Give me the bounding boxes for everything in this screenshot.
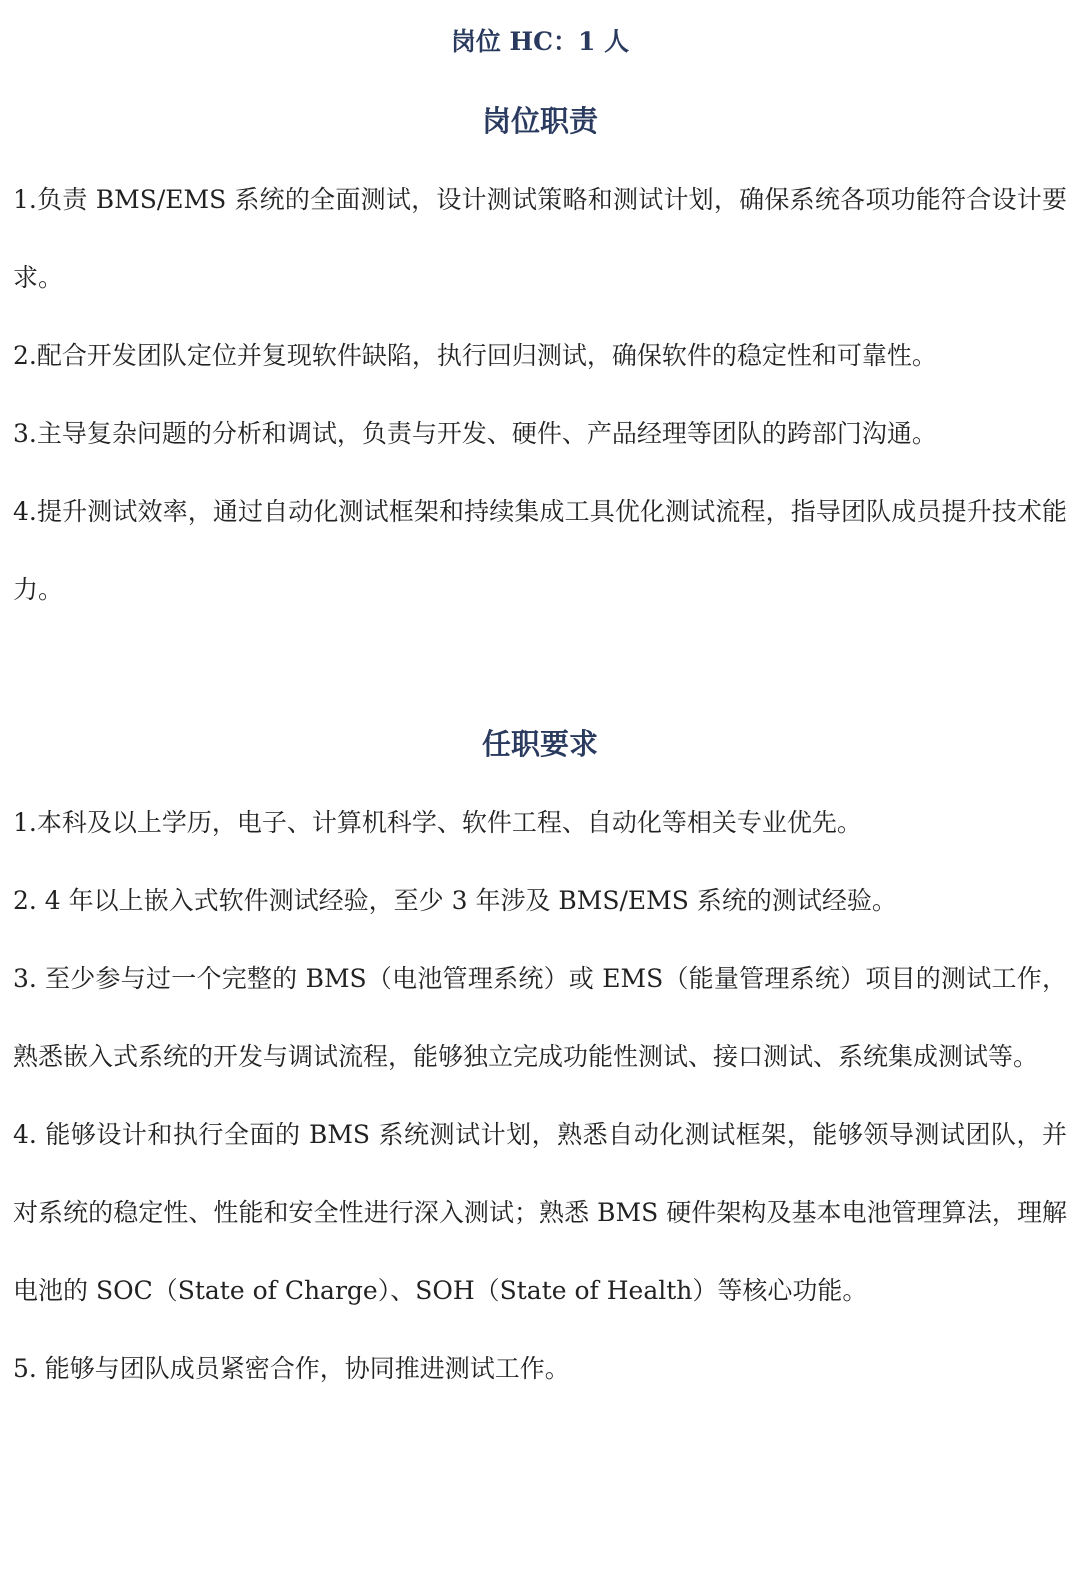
section-title-duties: 岗位职责 [481,104,598,138]
requirement-item-1: 1.本科及以上学历，电子、计算机科学、软件工程、自动化等相关专业优先。 [13,808,862,837]
requirement-item-4: 4. 能够设计和执行全面的 BMS 系统测试计划，熟悉自动化测试框架，能够领导测试团队，并对系统的稳定性、性能和安全性进行深入测试；熟悉 BMS 硬件架构及基本电池管理算法，理解电池的 SOC（State of Charge）、SOH（State of Health）等核心功能。 [13,1120,1067,1305]
requirement-item-3: 3. 至少参与过一个完整的 BMS（电池管理系统）或 EMS（能量管理系统）项目的测试工作，熟悉嵌入式系统的开发与调试流程，能够独立完成功能性测试、接口测试、系统集成测试等。 [13,964,1067,1071]
section-title-requirements: 任职要求 [481,727,598,761]
duty-item-2: 2.配合开发团队定位并复现软件缺陷，执行回归测试，确保软件的稳定性和可靠性。 [13,341,937,370]
duty-item-3: 3.主导复杂问题的分析和调试，负责与开发、硬件、产品经理等团队的跨部门沟通。 [13,419,937,448]
requirements-list [13,784,1067,1408]
headcount-line: 岗位 HC：1 人 [450,27,630,56]
requirement-item-2: 2. 4 年以上嵌入式软件测试经验，至少 3 年涉及 BMS/EMS 系统的测试经验。 [13,886,897,915]
duty-item-1: 1.负责 BMS/EMS 系统的全面测试，设计测试策略和测试计划，确保系统各项功能符合设计要求。 [13,185,1067,292]
requirement-item-5: 5. 能够与团队成员紧密合作，协同推进测试工作。 [13,1354,570,1383]
duty-item-4: 4.提升测试效率，通过自动化测试框架和持续集成工具优化测试流程，指导团队成员提升技术能力。 [13,497,1067,604]
duties-list [13,161,1067,629]
